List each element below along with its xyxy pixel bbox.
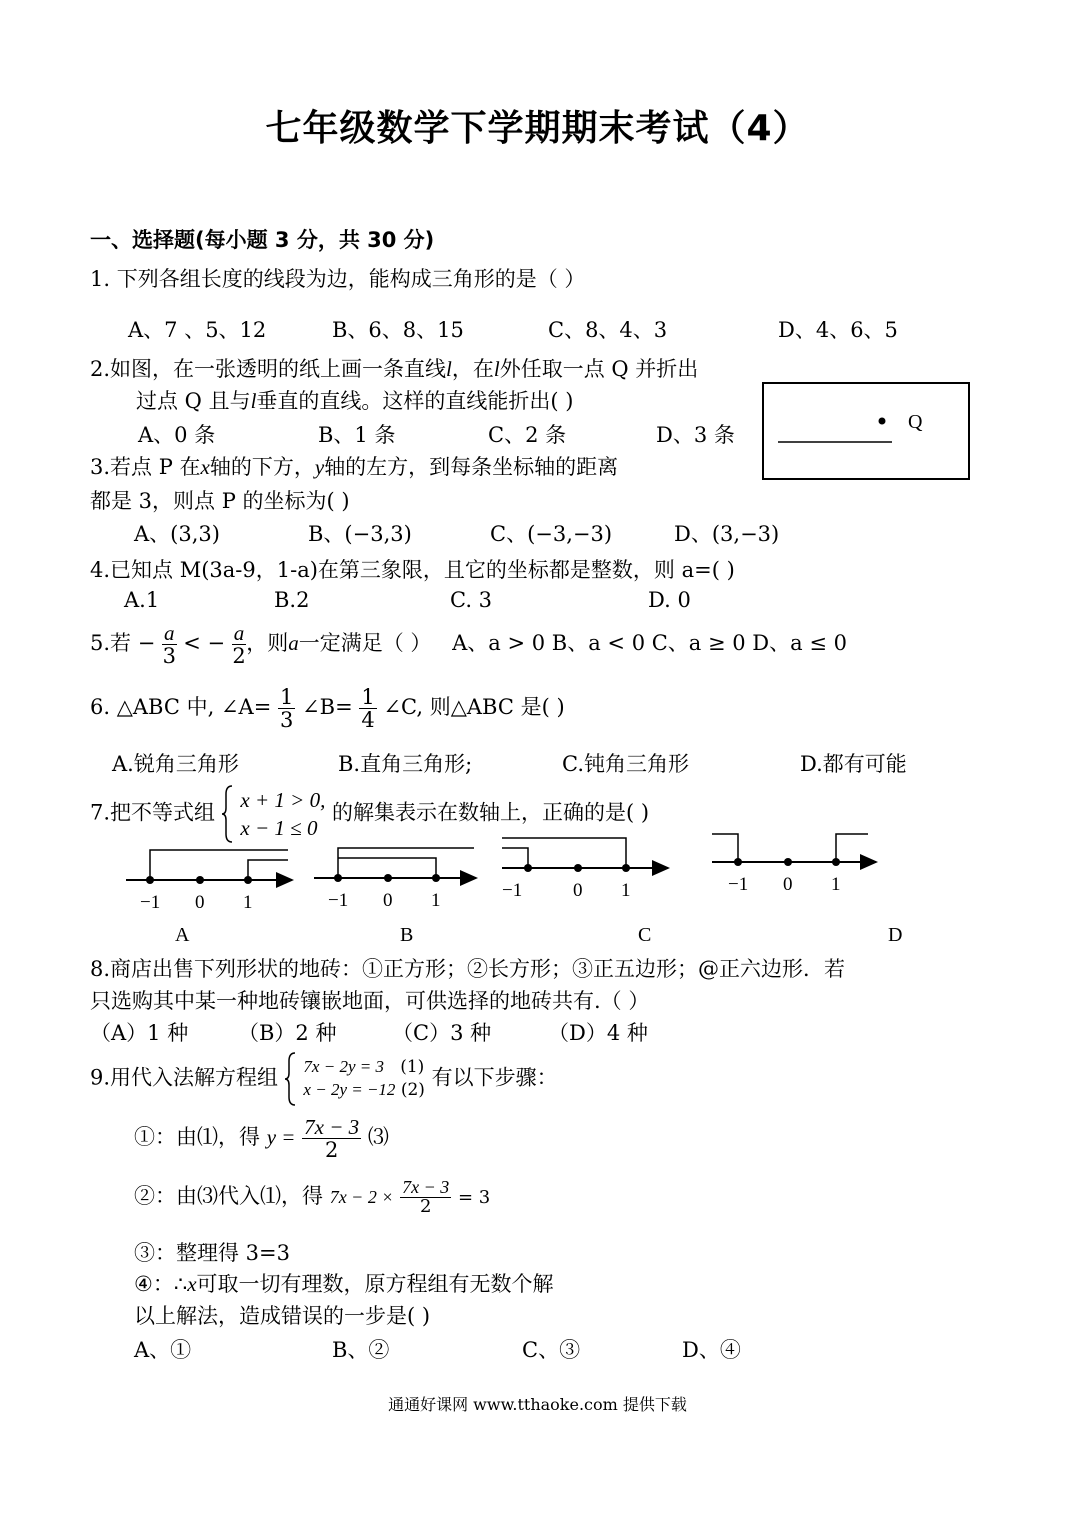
- q6-option-c: C.钝角三角形: [562, 752, 689, 776]
- q9-step-4: ④：∴x可取一切有理数，原方程组有无数个解: [134, 1272, 554, 1296]
- q4-option-b: B.2: [274, 588, 310, 612]
- q7-number-lines: [110, 826, 910, 946]
- question-5: 5.若 − $\frac{a}{3}$ < − $\frac{a}{2}$ ，则a一定满足（ ） A、a > 0 B、a < 0 C、a ≥ 0 D、a ≤ 0: [90, 621, 847, 669]
- q9-step-2: ②：由⑶代入⑴，得 7x − 2 × $\frac{7x - 3}{2}$ = 3: [134, 1177, 491, 1217]
- q9-ask: 以上解法，造成错误的一步是( ): [134, 1304, 431, 1328]
- svg-text:−1: −1: [502, 880, 523, 901]
- q2-figure: [762, 382, 972, 482]
- q1-option-b: B、6、8、15: [332, 318, 464, 342]
- number-line-a: [126, 850, 292, 946]
- q9-option-a: A、①: [134, 1338, 192, 1362]
- q3-option-a: A、(3,3): [134, 522, 220, 546]
- q9-step-3: ③：整理得 3=3: [134, 1241, 290, 1265]
- q8-option-d: （D）4 种: [548, 1021, 648, 1045]
- svg-text:−1: −1: [140, 892, 161, 913]
- svg-text:1: 1: [243, 892, 253, 913]
- number-line-c: [502, 838, 668, 946]
- q2-option-c: C、2 条: [488, 423, 567, 447]
- svg-text:D: D: [888, 924, 903, 946]
- svg-text:0: 0: [783, 874, 793, 895]
- question-1-stem: 1. 下列各组长度的线段为边，能构成三角形的是（ ）: [90, 267, 586, 291]
- q2-option-b: B、1 条: [318, 423, 396, 447]
- svg-text:1: 1: [831, 874, 841, 895]
- question-8-line-2: 只选购其中某一种地砖镶嵌地面，可供选择的地砖共有.（ ）: [90, 989, 650, 1013]
- q4-option-a: A.1: [124, 588, 160, 612]
- question-2-line-2: 过点 Q 且与l垂直的直线。这样的直线能折出( ): [136, 389, 574, 413]
- svg-text:−1: −1: [328, 890, 349, 911]
- q2-option-a: A、0 条: [138, 423, 216, 447]
- question-6: 6. △ABC 中, ∠A= $\frac{1}{3}$ ∠B= $\frac{1}{4}$ ∠C, 则△ABC 是( ): [90, 685, 565, 733]
- svg-text:1: 1: [621, 880, 631, 901]
- svg-text:0: 0: [195, 892, 205, 913]
- point-q: [879, 418, 886, 425]
- q9-option-d: D、④: [682, 1338, 741, 1362]
- q8-option-a: （A）1 种: [90, 1021, 189, 1045]
- figure-frame: [763, 383, 969, 479]
- question-8-line-1: 8.商店出售下列形状的地砖：①正方形；②长方形；③正五边形；@正六边形．若: [90, 957, 846, 981]
- q1-option-a: A、7 、5、12: [128, 318, 267, 342]
- q6-option-d: D.都有可能: [800, 752, 907, 776]
- number-line-d: [712, 834, 902, 946]
- q3-option-b: B、(−3,3): [308, 522, 412, 546]
- q9-step-1: ①：由⑴，得 y = $\frac{7x - 3}{2}$ ⑶: [134, 1115, 389, 1163]
- point-q-label: Q: [908, 411, 923, 433]
- page-title: 七年级数学下学期期末考试（4）: [265, 108, 810, 149]
- brace-icon: [285, 1051, 297, 1107]
- q4-option-d: D. 0: [648, 588, 691, 612]
- svg-text:B: B: [400, 924, 414, 946]
- svg-text:0: 0: [573, 880, 583, 901]
- q1-option-c: C、8、4、3: [548, 318, 668, 342]
- svg-text:A: A: [175, 924, 190, 946]
- question-3-line-1: 3.若点 P 在x轴的下方，y轴的左方，到每条坐标轴的距离: [90, 455, 619, 479]
- q2-option-d: D、3 条: [656, 423, 735, 447]
- q1-option-d: D、4、6、5: [778, 318, 898, 342]
- svg-text:0: 0: [383, 890, 393, 911]
- q5-options: A、a > 0 B、a < 0 C、a ≥ 0 D、a ≤ 0: [452, 631, 847, 656]
- q9-option-b: B、②: [332, 1338, 390, 1362]
- svg-text:1: 1: [431, 890, 441, 911]
- section-heading: 一、选择题(每小题 3 分，共 30 分): [90, 228, 435, 252]
- q6-option-a: A.锐角三角形: [112, 752, 239, 776]
- svg-text:C: C: [638, 924, 652, 946]
- q4-option-c: C. 3: [450, 588, 493, 612]
- footer: 通通好课网 www.tthaoke.com 提供下载: [388, 1395, 687, 1414]
- q3-option-c: C、(−3,−3): [490, 522, 613, 546]
- q8-option-c: （C）3 种: [392, 1021, 492, 1045]
- question-3-line-2: 都是 3，则点 P 的坐标为( ): [90, 489, 350, 513]
- q6-option-b: B.直角三角形;: [338, 752, 473, 776]
- question-9-stem: 9.用代入法解方程组 7x − 2y = 3 (1) x − 2y = −12 (2) 有以下步骤：: [90, 1051, 558, 1107]
- q8-option-b: （B）2 种: [238, 1021, 337, 1045]
- question-2-line-1: 2.如图，在一张透明的纸上画一条直线l，在l外任取一点 Q 并折出: [90, 357, 699, 381]
- number-line-b: [314, 848, 476, 946]
- q3-option-d: D、(3,−3): [674, 522, 780, 546]
- svg-text:−1: −1: [728, 874, 749, 895]
- question-4-stem: 4.已知点 M(3a-9，1-a)在第三象限，且它的坐标都是整数，则 a=( ): [90, 558, 735, 582]
- q9-option-c: C、③: [522, 1338, 581, 1362]
- question-7: 7.把不等式组 x + 1 > 0, x − 1 ≤ 0 的解集表示在数轴上，正确的是( ): [90, 784, 649, 844]
